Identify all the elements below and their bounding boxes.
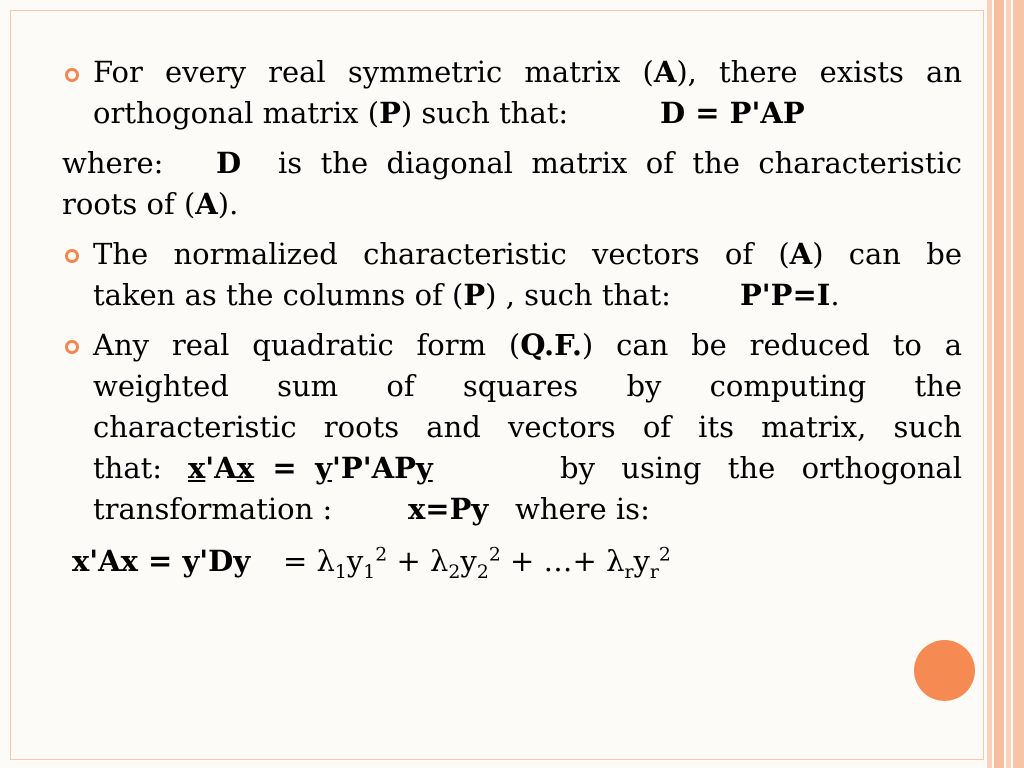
formula-ppi: P'P=I. — [740, 278, 840, 312]
bullet-icon — [65, 340, 79, 354]
bullet-3-line-4-text: by using the orthogonal — [560, 451, 962, 485]
bullet-3-line-1: Any real quadratic form (Q.F.) can be reduced to a — [93, 328, 962, 362]
decorative-stripe — [1006, 0, 1011, 768]
final-formula: x'Ax = y'Dy — [72, 544, 251, 578]
where-d: D — [216, 146, 242, 180]
bullet-icon — [65, 68, 79, 82]
bullet-3-line-2: weighted sum of squares by computing the — [93, 369, 962, 403]
bullet-3-where: where is: — [515, 492, 650, 526]
final-formula-expansion: = $\lambda_1y_1^2 + \lambda_2y_2^2$ + …+ $\lambda_ry_r^2$ — [283, 544, 671, 583]
bullet-3-line-4-label: that: — [93, 451, 163, 485]
bullet-icon — [65, 249, 79, 263]
bullet-1-line-2: orthogonal matrix (P) such that: — [93, 96, 569, 130]
formula-x-py: x=Py — [408, 492, 489, 526]
formula-quadratic: x'Ax = y'P'APy — [188, 451, 433, 485]
where-description: is the diagonal matrix of the characteristic — [278, 146, 962, 180]
formula-d-equals: D = P'AP — [660, 96, 805, 130]
decorative-stripe — [994, 0, 1004, 768]
bullet-3-line-5: transformation : — [93, 492, 333, 526]
bullet-2-line-2: taken as the columns of (P) , such that: — [93, 278, 671, 312]
decorative-circle — [914, 640, 975, 701]
where-label: where: — [62, 146, 164, 180]
decorative-stripe — [1013, 0, 1024, 768]
bullet-2-line-1: The normalized characteristic vectors of (A) can be — [93, 237, 962, 271]
bullet-3-line-3: characteristic roots and vectors of its matrix, such — [93, 410, 962, 444]
where-line-2: roots of (A). — [62, 187, 239, 221]
bullet-1-line-1: For every real symmetric matrix (A), there exists an — [93, 55, 962, 89]
decorative-stripe — [987, 0, 992, 768]
